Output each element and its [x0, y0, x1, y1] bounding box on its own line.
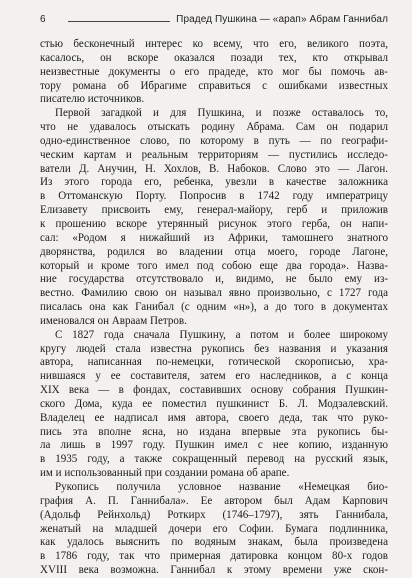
text-line: в 1935 году, а также сокращенный перевод на русский язык, — [40, 453, 388, 466]
text-line: именовался он Авраам Петров. — [40, 314, 187, 327]
text-line: касалось, он вскоре оказался позади тех, кто открывал — [40, 51, 388, 64]
text-line: одно-единственное слово, по которому в путь — по географи- — [40, 134, 388, 147]
text-line: кругу людей стала известна рукопись без названия и указания — [40, 342, 388, 355]
running-title: Прадед Пушкина — «арап» Абрам Ганнибал — [176, 14, 388, 25]
paragraph — [40, 329, 388, 481]
text-line: Рукопись получила условное название «Немецкая био- — [55, 481, 388, 493]
text-line: в 1786 году, так что примерная датировка концом 80-х годов — [40, 550, 388, 563]
text-line: как удалось выяснить по водяным знакам, была произведена — [40, 536, 388, 549]
text-line: что не удавалось отыскать родину Абрама. Сам он подарил — [40, 121, 388, 134]
text-line: неизвестные документы о его прадеде, кто мог бы помочь ав- — [40, 65, 388, 78]
paragraph — [40, 38, 388, 107]
text-line: ческим картам и реальным территориям — пустились исследо- — [40, 148, 388, 161]
text-line: стью бесконечный интерес ко всему, что его, великого поэта, — [40, 38, 388, 50]
text-line: С 1827 года сначала Пушкину, а потом и более широкому — [55, 328, 388, 341]
text-line: который и кроме того имел под собою еще два города». Назва- — [40, 259, 388, 272]
text-line: вестно. Фамилию свою он называл явно произвольно, с 1727 года — [40, 287, 388, 300]
text-line: Из этого города его, ребенка, увезли в качестве заложника — [40, 176, 388, 189]
text-line: XIX века — в фондах, составивших основу собрания Пушкин- — [40, 384, 388, 397]
text-line: писателю источников. — [40, 93, 145, 106]
paragraph — [40, 481, 388, 578]
text-line: писалась она как Ганибал (с одним «н»), а до того в документах — [40, 301, 388, 314]
text-line: к прошению вскоре утерянный рисунок этого герба, он напи- — [40, 217, 388, 230]
text-line: Первой загадкой и для Пушкина, и позже оставалось то, — [55, 107, 388, 120]
text-line: тору романа об Ибрагиме справиться с ошибками известных — [40, 79, 388, 92]
paragraph — [40, 107, 388, 329]
text-line: сал: «Родом я нижайший из Африки, тамошнего знатного — [40, 231, 388, 244]
text-line: графия А. П. Ганнибала». Ее автором был Адам Карпович — [40, 494, 388, 507]
text-line: ние государства отсутствовало и, видимо, не было ему из- — [40, 273, 388, 286]
text-line: в Оттоманскую Порту. Попросив в 1742 году императрицу — [40, 190, 388, 203]
text-line: автора, написанная по-немецки, готической скорописью, хра- — [40, 356, 388, 369]
text-line: (Адольф Рейнхольд) Роткирх (1746–1797), зять Ганнибала, — [40, 508, 388, 521]
text-line: женатый на младшей дочери его Софии. Бумага подлинника, — [40, 522, 388, 535]
text-line: нившаяся у ее составителя, затем его наследников, а с конца — [40, 370, 388, 383]
text-line: Владелец ее надписал имя автора, своего деда, так что руко- — [40, 411, 388, 424]
text-line: пись эта вполне ясна, но издана впервые эта рукопись бы- — [40, 425, 388, 438]
running-header — [40, 14, 388, 30]
body-text — [40, 38, 388, 578]
text-line: XVIII века возможна. Ганнибал к этому времени уже скон- — [40, 564, 388, 577]
text-line: дворянства, родился во владении отца моего, городе Лагоне, — [40, 245, 388, 258]
text-line: Елизавету присвоить ему, генерал-майору, герб и приложив — [40, 204, 388, 217]
text-line: ского Дома, куда ее поместил пушкинист Б. Л. Модзалевский. — [40, 397, 388, 410]
header-rule — [68, 21, 170, 22]
page-number: 6 — [40, 14, 46, 25]
text-line: ватели Д. Анучин, Н. Хохлов, В. Набоков. Слово это — Лагон. — [40, 162, 388, 175]
text-line: ла лишь в 1997 году. Пушкин имел с нее копию, изданную — [40, 439, 388, 452]
text-line: им и использованный при создании романа об арапе. — [40, 467, 290, 480]
